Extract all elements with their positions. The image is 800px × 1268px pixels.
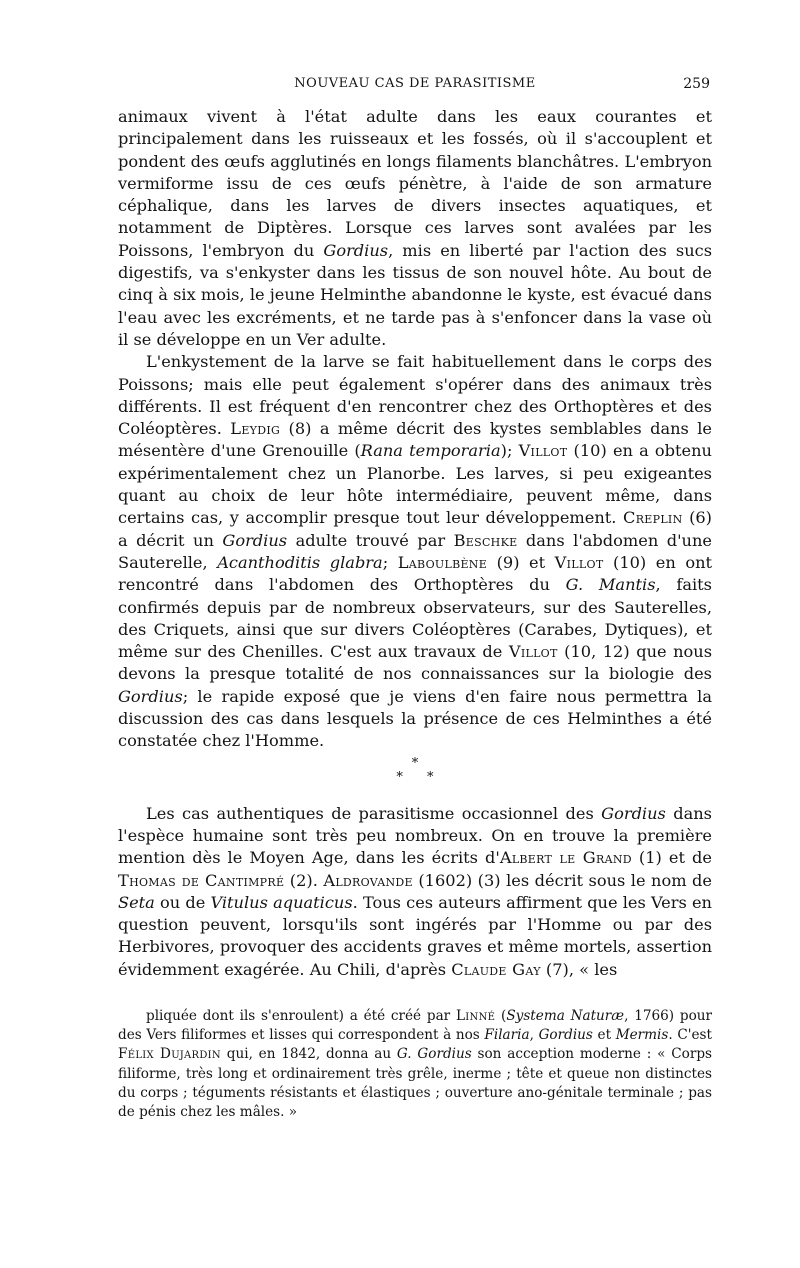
text-run: pliquée dont ils s'enroulent) a été créé par: [146, 1007, 456, 1024]
text-run: , 1766) pour des Vers filiformes et lisses qui correspondent à nos: [118, 1007, 713, 1044]
author-name: Claude Gay: [451, 959, 541, 979]
text-run: qui, en 1842, donna au: [220, 1046, 397, 1063]
text-run: , mis en liberté par l'action des sucs digestifs, va s'enkyster dans les tissus de son nouvel hôte. Au bout de cinq à six mois, le jeune Helminthe abandonne le kyste, est évacué dans l'eau avec les excréments, et ne tarde pas à s'enfoncer dans la vase où il se développe en un Ver adulte.: [118, 240, 713, 349]
paragraph-2: [118, 351, 712, 752]
taxon-name: Rana temporaria: [360, 441, 501, 461]
footnote: [118, 1007, 712, 1122]
text-run: , faits confirmés depuis par de nombreux observateurs, sur des Sauterelles, des Criquets, ainsi que sur divers Coléoptères (Carabes, Dytiques), et même sur des Chenilles. C'est aux travaux de: [118, 575, 712, 662]
text-run: Les cas authentiques de parasitisme occasionnel des: [146, 803, 602, 823]
text-run: (2).: [284, 870, 324, 890]
author-name: Beschke: [453, 530, 518, 550]
text-run: (1602) (3) les décrit sous le nom de: [412, 870, 712, 890]
taxon-name: Gordius: [222, 530, 288, 550]
asterisk-top: *: [411, 755, 419, 771]
text-run: dans l'abdomen d'une Sauterelle,: [118, 530, 712, 572]
taxon-name: Gordius: [323, 240, 389, 260]
text-run: (8) a même décrit des kystes semblables dans le mésentère d'une Grenouille (: [118, 419, 713, 461]
text-run: (10, 12) que nous devons la presque totalité de nos connaissances sur la biologie des: [118, 642, 713, 684]
text-run: et: [592, 1027, 616, 1044]
paragraph-3: [118, 803, 712, 981]
text-run: (1) et de: [631, 848, 712, 868]
text-run: animaux vivent à l'état adulte dans les eaux courantes et principalement dans les ruisseaux et les fossés, où il s'accouplent et pondent des œufs agglutinés en longs filaments blanchâtres. L'embryon vermiforme issu de ces œufs pénètre, à l'aide de son armature céphalique, dans les larves de divers insectes aquatiques, et notamment de Diptères. Lorsque ces larves sont avalées par les Poissons, l'embryon du: [118, 107, 712, 260]
author-name: Villot: [554, 552, 604, 572]
taxon-name: Mermis: [615, 1027, 669, 1044]
text-run: . C'est: [668, 1027, 712, 1044]
author-name: Villot: [518, 441, 568, 461]
taxon-name: G. Mantis: [565, 575, 656, 595]
author-name: Aldrovande: [323, 870, 413, 890]
text-run: (9) et: [487, 552, 555, 572]
paragraph-1: [118, 106, 712, 351]
asterisk-bottom: * *: [396, 769, 444, 785]
text-run: );: [500, 441, 519, 461]
main-text: [118, 106, 712, 981]
text-run: ou de: [154, 892, 211, 912]
text-run: (10) en ont rencontré dans l'abdomen des Orthoptères du: [118, 552, 712, 595]
text-run: ,: [529, 1027, 539, 1044]
text-run: son acception moderne : « Corps filiforme, très long et ordinairement très grêle, inerme ; tête et queue non distinctes du corps ; téguments résistants et élastiques ; ouverture ano-génitale terminale ; pas de pénis chez les mâles. »: [118, 1046, 712, 1120]
text-run: L'enkystement de la larve se fait habituellement dans le corps des Poissons; mais elle peut également s'opérer dans des animaux très différents. Il est fréquent d'en rencontrer chez des Orthoptères et des Coléoptères.: [118, 352, 712, 439]
author-name: Villot: [508, 642, 558, 662]
author-name: Thomas de Cantimpré: [118, 870, 285, 890]
text-run: (6) a décrit un: [118, 508, 712, 550]
taxon-name: Filaria: [484, 1027, 530, 1044]
text-run: (: [495, 1007, 507, 1024]
taxon-name: Gordius: [538, 1027, 593, 1044]
taxon-name: Gordius: [601, 803, 666, 823]
section-separator: [118, 757, 712, 803]
book-title: Systema Naturæ: [506, 1007, 625, 1024]
text-run: dans l'espèce humaine sont très peu nombreux. On en trouve la première mention dès le Moyen Age, dans les écrits d': [118, 803, 712, 868]
text-run: ;: [382, 552, 398, 572]
author-name: Linné: [455, 1007, 496, 1024]
text-run: ; le rapide exposé que je viens d'en faire nous permettra la discussion des cas dans lesquels la présence de ces Helminthes a été constatée chez l'Homme.: [118, 686, 712, 751]
author-name: Félix Dujardin: [118, 1046, 221, 1063]
text-run: (7), « les: [540, 959, 618, 979]
taxon-name: Vitulus aquaticus: [210, 892, 353, 912]
page-number: 259: [683, 76, 710, 92]
book-page: [118, 68, 712, 1136]
running-title: NOUVEAU CAS DE PARASITISME: [294, 76, 536, 91]
taxon-name: G. Gordius: [396, 1046, 472, 1063]
author-name: Creplin: [623, 508, 683, 528]
author-name: Albert le Grand: [499, 848, 632, 868]
author-name: Leydig: [230, 419, 281, 439]
text-run: (10) en a obtenu expérimentalement chez un Planorbe. Les larves, si peu exigeantes quant au choix de leur hôte intermédiaire, peuvent même, dans certains cas, y accomplir presque tout leur développement.: [118, 441, 712, 528]
taxon-name: Seta: [118, 892, 155, 912]
author-name: Laboulbène: [397, 552, 488, 572]
taxon-name: Acanthoditis glabra: [217, 552, 383, 572]
running-header: [118, 68, 712, 96]
taxon-name: Gordius: [118, 686, 183, 706]
text-run: . Tous ces auteurs affirment que les Vers en question peuvent, lorsqu'ils sont ingérés par l'Homme ou par des Herbivores, provoquer des accidents graves et même mortels, assertion évidemment exagérée. Au Chili, d'après: [118, 892, 712, 979]
text-run: adulte trouvé par: [287, 530, 454, 550]
